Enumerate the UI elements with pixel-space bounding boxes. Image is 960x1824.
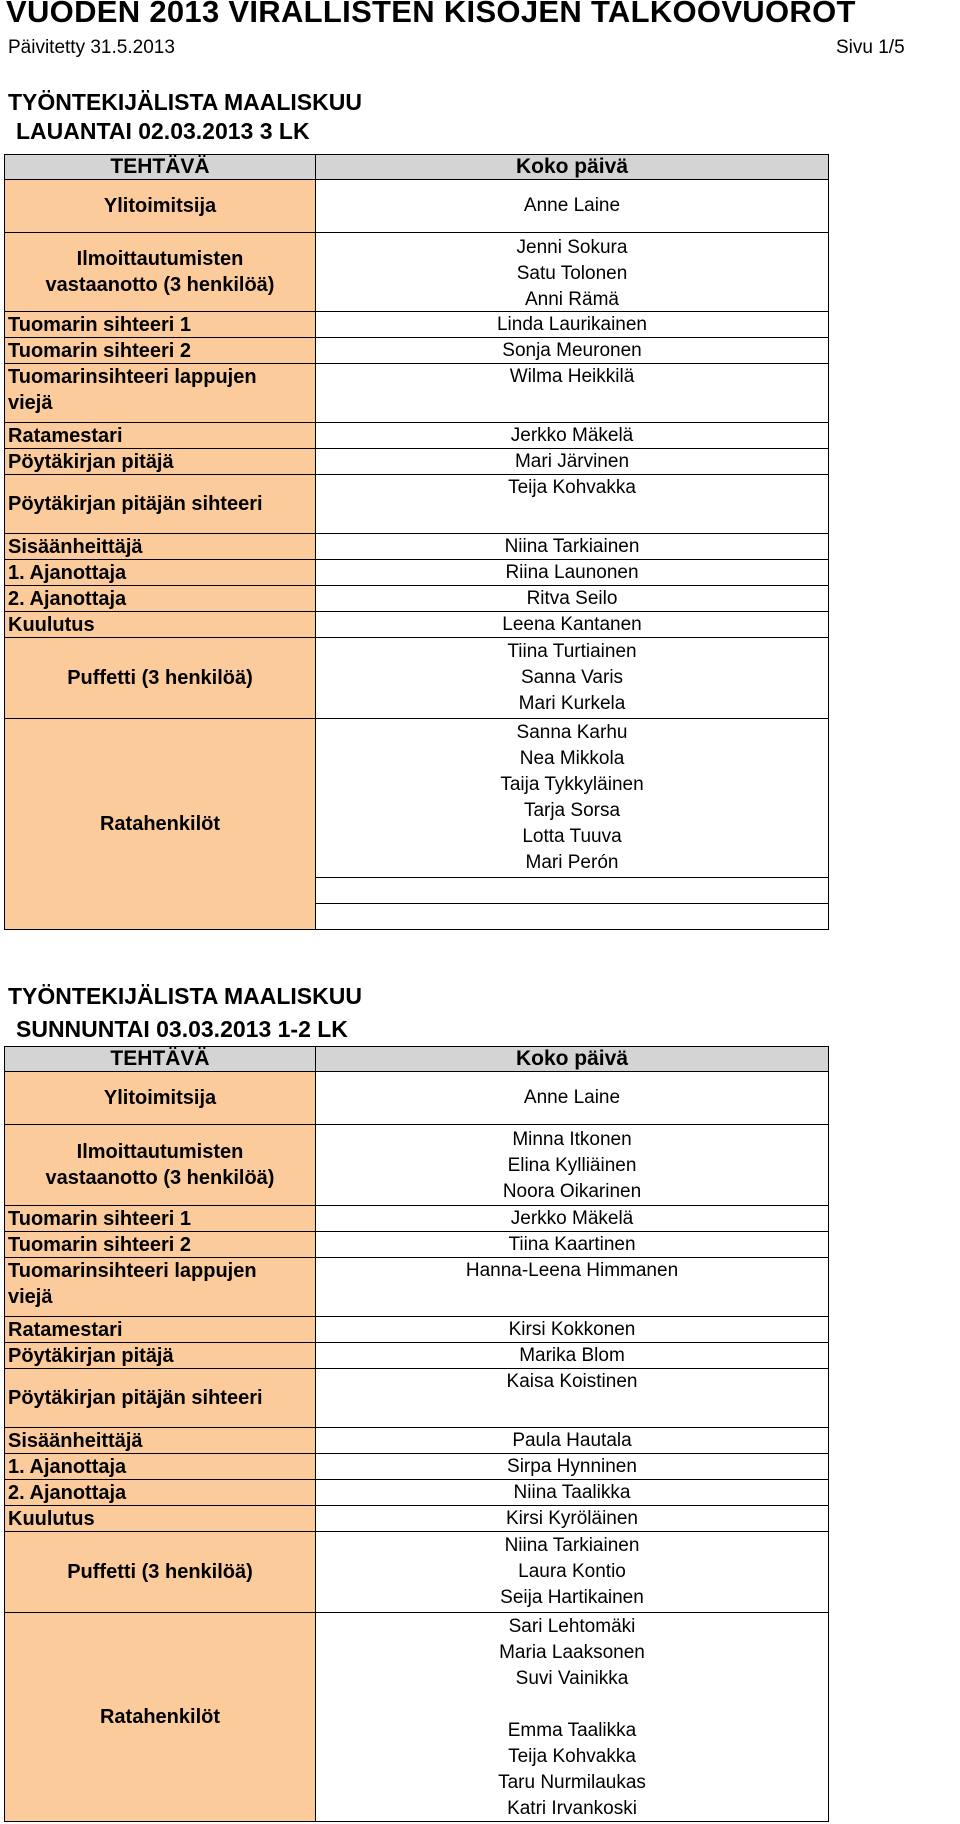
assignee-name: Mari Perón: [525, 852, 619, 873]
empty-cell: [315, 877, 829, 904]
assignee-name: Maria Laaksonen: [499, 1642, 645, 1663]
assignee-name: Jerkko Mäkelä: [510, 1208, 634, 1229]
assignee-name: Niina Taalikka: [513, 1482, 631, 1503]
name-cell: [315, 1071, 829, 1125]
task-label: 1. Ajanottaja: [8, 562, 127, 584]
assignee-name: Taija Tykkyläinen: [500, 774, 644, 795]
task-cell: [4, 1479, 316, 1506]
task-cell: [4, 1612, 316, 1822]
assignee-name: Teija Kohvakka: [508, 477, 636, 498]
name-cell: [315, 1368, 829, 1428]
task-label: Sisäänheittäjä: [8, 1430, 143, 1452]
name-cell: [315, 1612, 829, 1822]
name-cell: [315, 1453, 829, 1480]
task-cell: [4, 363, 316, 423]
assignee-name: Noora Oikarinen: [502, 1181, 642, 1202]
task-label: viejä: [8, 1286, 53, 1308]
task-label: Tuomarin sihteeri 2: [8, 340, 192, 362]
task-label: Sisäänheittäjä: [8, 536, 143, 558]
assignee-name: Marika Blom: [519, 1345, 625, 1366]
empty-cell: [315, 903, 829, 930]
name-cell: [315, 1257, 829, 1317]
name-cell: [315, 179, 829, 233]
assignee-name: Jenni Sokura: [516, 237, 628, 258]
assignee-name: Anne Laine: [523, 1087, 621, 1108]
task-label: Tuomarin sihteeri 2: [8, 1234, 192, 1256]
task-label: 2. Ajanottaja: [8, 588, 127, 610]
task-cell: [4, 1453, 316, 1480]
assignee-name: Elina Kylliäinen: [507, 1155, 637, 1176]
column-header-day: Koko päivä: [315, 154, 829, 180]
task-cell: [4, 559, 316, 586]
assignee-name: Seija Hartikainen: [500, 1587, 644, 1608]
task-label: Tuomarinsihteeri lappujen: [8, 1260, 257, 1282]
task-label: vastaanotto (3 henkilöä): [45, 274, 275, 296]
task-cell: [4, 1205, 316, 1232]
assignee-name: Teija Kohvakka: [508, 1746, 636, 1767]
assignee-name: Nea Mikkola: [519, 748, 625, 769]
task-label: Ratamestari: [8, 1319, 123, 1341]
task-label: Kuulutus: [8, 1508, 95, 1530]
assignee-name: Jerkko Mäkelä: [510, 425, 634, 446]
section-subtitle: SUNNUNTAI 03.03.2013 1-2 LK: [16, 1016, 348, 1042]
assignee-name: Sanna Karhu: [516, 722, 628, 743]
assignee-name: Tiina Turtiainen: [507, 641, 637, 662]
task-label: 1. Ajanottaja: [8, 1456, 127, 1478]
assignee-name: Lotta Tuuva: [522, 826, 622, 847]
task-cell: [4, 611, 316, 638]
name-cell: [315, 1505, 829, 1532]
task-label: 2. Ajanottaja: [8, 1482, 127, 1504]
name-cell: [315, 637, 829, 719]
task-cell: [4, 422, 316, 449]
task-label: Ratahenkilöt: [99, 1706, 221, 1728]
task-label: Ilmoittautumisten: [76, 248, 244, 270]
assignee-name: Linda Laurikainen: [496, 314, 647, 335]
assignee-name: Sonja Meuronen: [502, 340, 642, 361]
assignee-name: Taru Nurmilaukas: [498, 1772, 646, 1793]
assignee-name: Niina Tarkiainen: [504, 536, 640, 557]
column-header-task: TEHTÄVÄ: [4, 154, 316, 180]
assignee-name: Katri Irvankoski: [507, 1798, 637, 1819]
assignee-name: Tarja Sorsa: [523, 800, 621, 821]
assignee-name: Sari Lehtomäki: [508, 1616, 636, 1637]
section-title: TYÖNTEKIJÄLISTA MAALISKUU: [8, 89, 362, 115]
name-cell: [315, 1124, 829, 1206]
assignee-name: Emma Taalikka: [507, 1720, 637, 1741]
assignee-name: Tiina Kaartinen: [508, 1234, 636, 1255]
name-cell: [315, 337, 829, 364]
updated-date: Päivitetty 31.5.2013: [8, 37, 175, 58]
column-header-day: Koko päivä: [315, 1046, 829, 1072]
task-cell: [4, 1342, 316, 1369]
task-cell: [4, 1368, 316, 1428]
task-label: Puffetti (3 henkilöä): [67, 1561, 253, 1583]
task-cell: [4, 533, 316, 560]
task-label: Pöytäkirjan pitäjän sihteeri: [8, 1387, 263, 1409]
section-title: TYÖNTEKIJÄLISTA MAALISKUU: [8, 983, 362, 1009]
name-cell: [315, 718, 829, 878]
assignee-name: Sanna Varis: [520, 667, 624, 688]
assignee-name: Leena Kantanen: [502, 614, 642, 635]
page-number: Sivu 1/5: [836, 37, 905, 58]
assignee-name: Anne Laine: [523, 195, 621, 216]
name-cell: [315, 1479, 829, 1506]
assignee-name: Anni Rämä: [525, 289, 619, 310]
assignee-name: Hanna-Leena Himmanen: [465, 1260, 679, 1281]
task-cell: [4, 1505, 316, 1532]
task-label: Tuomarin sihteeri 1: [8, 1208, 192, 1230]
name-cell: [315, 311, 829, 338]
name-cell: [315, 448, 829, 475]
task-cell: [4, 179, 316, 233]
task-label: viejä: [8, 392, 53, 414]
name-cell: [315, 585, 829, 612]
name-cell: [315, 474, 829, 534]
name-cell: [315, 422, 829, 449]
section-subtitle: LAUANTAI 02.03.2013 3 LK: [16, 118, 310, 144]
task-cell: [4, 1231, 316, 1258]
task-cell: [4, 718, 316, 930]
task-label: vastaanotto (3 henkilöä): [45, 1167, 275, 1189]
assignee-name: Niina Tarkiainen: [504, 1535, 640, 1556]
assignee-name: Mari Järvinen: [514, 451, 630, 472]
task-label: Ratamestari: [8, 425, 123, 447]
assignee-name: Wilma Heikkilä: [509, 366, 635, 387]
assignee-name: Ritva Seilo: [526, 588, 618, 609]
name-cell: [315, 1231, 829, 1258]
name-cell: [315, 363, 829, 423]
task-cell: [4, 1531, 316, 1613]
task-label: Kuulutus: [8, 614, 95, 636]
task-label: Ilmoittautumisten: [76, 1141, 244, 1163]
task-label: Pöytäkirjan pitäjän sihteeri: [8, 493, 263, 515]
assignee-name: Kaisa Koistinen: [506, 1371, 638, 1392]
name-cell: [315, 1205, 829, 1232]
task-label: Ylitoimitsija: [103, 195, 217, 217]
task-label: Puffetti (3 henkilöä): [67, 667, 253, 689]
column-header-task: TEHTÄVÄ: [4, 1046, 316, 1072]
task-cell: [4, 448, 316, 475]
task-label: Tuomarinsihteeri lappujen: [8, 366, 257, 388]
assignee-name: Sirpa Hynninen: [507, 1456, 637, 1477]
name-cell: [315, 559, 829, 586]
assignee-name: Kirsi Kokkonen: [508, 1319, 636, 1340]
task-label: Pöytäkirjan pitäjä: [8, 1345, 174, 1367]
task-label: Ylitoimitsija: [103, 1087, 217, 1109]
task-cell: [4, 1316, 316, 1343]
assignee-name: Satu Tolonen: [516, 263, 628, 284]
task-cell: [4, 1257, 316, 1317]
task-label: Pöytäkirjan pitäjä: [8, 451, 174, 473]
name-cell: [315, 1427, 829, 1454]
task-label: Tuomarin sihteeri 1: [8, 314, 192, 336]
document-title: VUODEN 2013 VIRALLISTEN KISOJEN TALKOOVUOROT: [6, 0, 856, 29]
assignee-name: Paula Hautala: [512, 1430, 632, 1451]
task-cell: [4, 474, 316, 534]
assignee-name: Suvi Vainikka: [515, 1668, 629, 1689]
assignee-name: Minna Itkonen: [512, 1129, 632, 1150]
assignee-name: Kirsi Kyröläinen: [506, 1508, 638, 1529]
name-cell: [315, 611, 829, 638]
name-cell: [315, 1531, 829, 1613]
task-cell: [4, 1427, 316, 1454]
task-label: Ratahenkilöt: [99, 813, 221, 835]
assignee-name: Riina Launonen: [505, 562, 639, 583]
task-cell: [4, 337, 316, 364]
task-cell: [4, 637, 316, 719]
task-cell: [4, 1071, 316, 1125]
name-cell: [315, 1316, 829, 1343]
task-cell: [4, 232, 316, 312]
task-cell: [4, 311, 316, 338]
name-cell: [315, 232, 829, 312]
task-cell: [4, 1124, 316, 1206]
name-cell: [315, 1342, 829, 1369]
assignee-name: Mari Kurkela: [518, 693, 626, 714]
assignee-name: Laura Kontio: [518, 1561, 626, 1582]
name-cell: [315, 533, 829, 560]
task-cell: [4, 585, 316, 612]
